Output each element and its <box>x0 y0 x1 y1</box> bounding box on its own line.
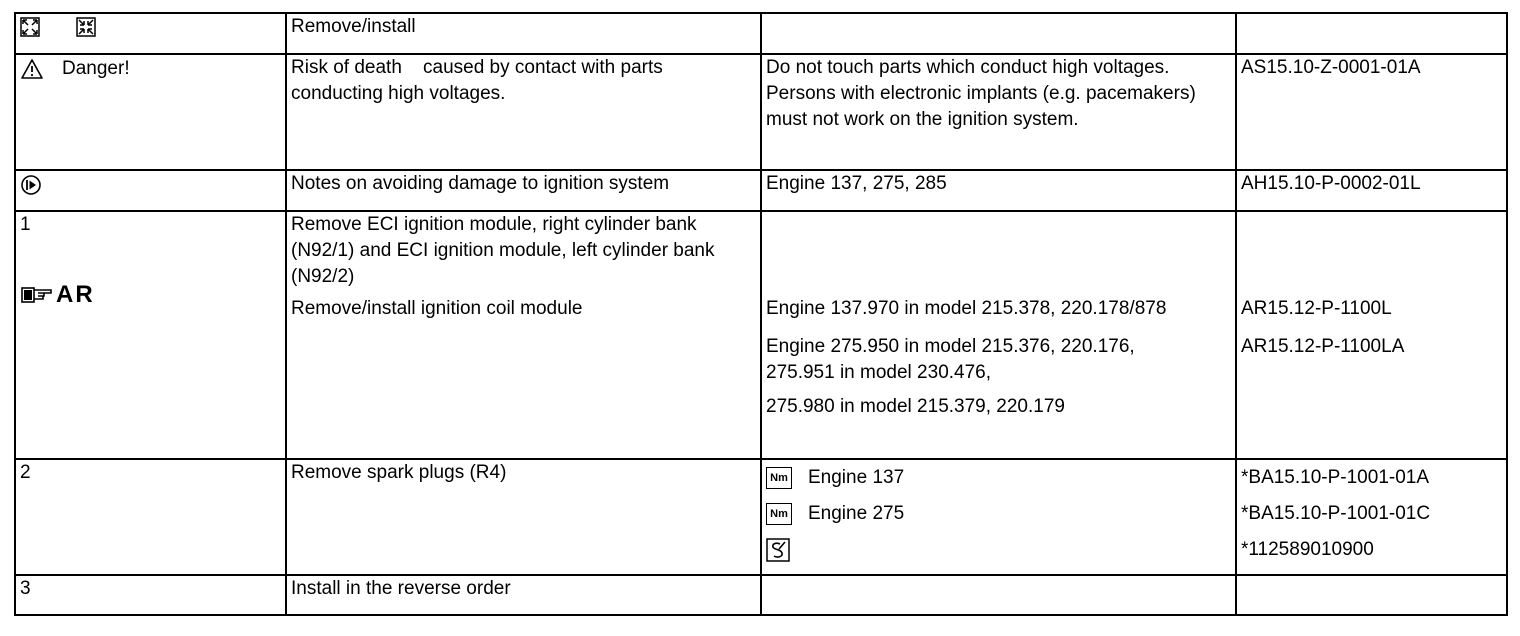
step-cell <box>15 211 286 459</box>
table-row <box>15 575 1507 615</box>
ar-note-1: Engine 137.970 in model 215.378, 220.178/878 <box>766 298 1167 319</box>
reference-cell[interactable] <box>1236 170 1507 211</box>
table-row <box>15 170 1507 211</box>
ar-action-text: Remove/install ignition coil module <box>291 298 583 319</box>
reference-cell <box>1236 13 1507 54</box>
notes-cell <box>761 13 1236 54</box>
step-cell <box>15 13 286 54</box>
ar-label: AR <box>56 281 95 308</box>
action-cell <box>286 13 761 54</box>
step-number: 2 <box>20 462 31 483</box>
step-number: 1 <box>20 214 31 235</box>
torque-nm-icon[interactable]: Nm <box>766 503 792 525</box>
notes-text: Do not touch parts which conduct high voltages. Persons with electronic implants (e.g. pacemakers) must not work on the ignition system. <box>766 57 1196 130</box>
action-cell <box>286 575 761 615</box>
action-text: Remove ECI ignition module, right cylinder bank (N92/1) and ECI ignition module, left cylinder bank (N92/2) <box>291 214 715 287</box>
step-cell <box>15 54 286 170</box>
action-cell <box>286 170 761 211</box>
step-cell <box>15 575 286 615</box>
table-row <box>15 459 1507 575</box>
reference-cell <box>1236 211 1507 459</box>
action-text: Remove spark plugs (R4) <box>291 462 507 483</box>
reference-link[interactable]: AH15.10-P-0002-01L <box>1241 173 1421 194</box>
action-cell <box>286 211 761 459</box>
danger-label: Danger! <box>62 58 130 79</box>
warning-icon <box>20 58 44 80</box>
step-cell <box>15 459 286 575</box>
notes-cell <box>761 170 1236 211</box>
note-engine-275: Engine 275 <box>808 503 905 524</box>
action-text: Notes on avoiding damage to ignition system <box>291 173 670 194</box>
reference-link[interactable]: AR15.12-P-1100LA <box>1241 336 1405 357</box>
ar-note-2a: Engine 275.950 in model 215.376, 220.176, <box>766 336 1135 357</box>
reference-link[interactable]: *BA15.10-P-1001-01A <box>1241 467 1430 488</box>
notes-text: Engine 137, 275, 285 <box>766 173 947 194</box>
reference-cell[interactable] <box>1236 54 1507 170</box>
notes-cell <box>761 575 1236 615</box>
reference-cell <box>1236 575 1507 615</box>
special-tool-icon[interactable] <box>766 538 790 562</box>
note-engine-137: Engine 137 <box>808 467 905 488</box>
procedure-table <box>14 12 1508 616</box>
notes-cell <box>761 211 1236 459</box>
reference-link[interactable]: AS15.10-Z-0001-01A <box>1241 57 1421 78</box>
action-text: Remove/install <box>291 16 416 37</box>
info-play-icon <box>20 174 42 196</box>
table-row <box>15 211 1507 459</box>
notes-cell <box>761 54 1236 170</box>
reference-link[interactable]: *BA15.10-P-1001-01C <box>1241 503 1431 524</box>
torque-nm-icon[interactable]: Nm <box>766 467 792 489</box>
reference-cell <box>1236 459 1507 575</box>
step-number: 3 <box>20 578 31 599</box>
action-cell <box>286 459 761 575</box>
table-row <box>15 13 1507 54</box>
reference-link[interactable]: AR15.12-P-1100L <box>1241 298 1392 319</box>
action-cell <box>286 54 761 170</box>
collapse-icon[interactable] <box>76 17 96 37</box>
reference-link[interactable]: *112589010900 <box>1241 539 1374 560</box>
pointing-hand-icon <box>20 284 54 306</box>
action-text: Install in the reverse order <box>291 578 511 599</box>
ar-note-2c: 275.980 in model 215.379, 220.179 <box>766 396 1065 417</box>
ar-note-2b: 275.951 in model 230.476, <box>766 362 992 383</box>
expand-icon[interactable] <box>20 17 40 37</box>
table-row <box>15 54 1507 170</box>
notes-cell <box>761 459 1236 575</box>
step-cell <box>15 170 286 211</box>
action-text: Risk of death caused by contact with parts conducting high voltages. <box>291 57 669 104</box>
